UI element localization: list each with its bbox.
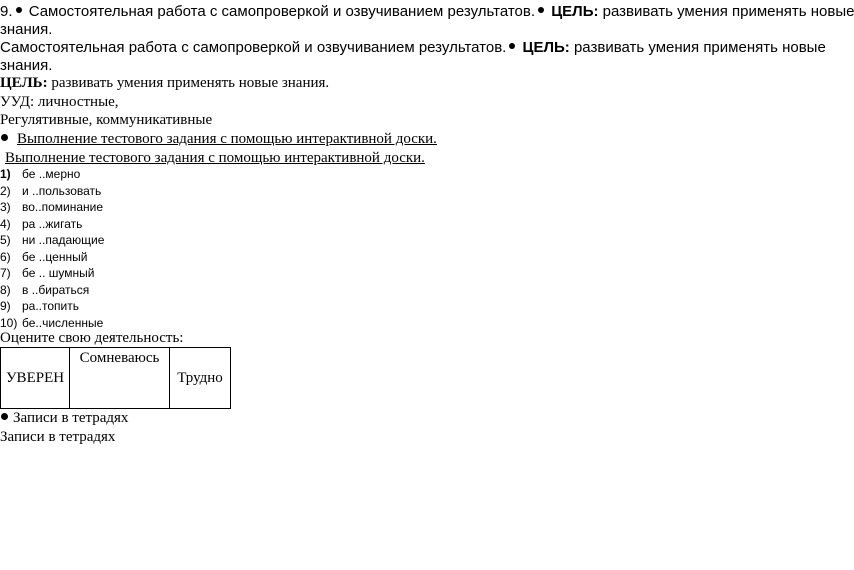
item-number: 3) — [0, 200, 11, 214]
item-number: 2) — [0, 183, 11, 198]
task-title: Самостоятельная работа с самопроверкой и озвучиванием результатов. — [28, 3, 536, 20]
item-number: 1) — [0, 167, 11, 181]
bullet-icon — [1, 413, 8, 420]
item-text: и ..пользовать — [22, 183, 102, 198]
test-heading-repeat-text: Выполнение тестового задания с помощью интерактивной доски. — [5, 150, 425, 166]
cell-difficult: Трудно — [170, 348, 231, 409]
repeat-line-1 — [0, 39, 826, 57]
header-line-1 — [0, 3, 854, 21]
item-number: 9) — [0, 299, 11, 313]
goal-text: развивать умения применять новые — [602, 3, 854, 20]
list-item — [0, 282, 104, 299]
repeat-task-title: Самостоятельная работа с самопроверкой и озвучиванием результатов. — [0, 39, 507, 56]
goal-block-label: ЦЕЛЬ: — [0, 75, 48, 91]
item-text: в ..бираться — [22, 282, 90, 297]
list-item — [0, 232, 104, 249]
test-heading — [0, 130, 437, 148]
notes-bullet-line — [0, 409, 128, 427]
repeat-goal-text: развивать умения применять новые — [573, 39, 826, 56]
evaluation-table — [0, 347, 231, 409]
notes-plain-line: Записи в тетрадях — [0, 429, 116, 445]
bullet-icon — [1, 134, 8, 141]
item-text: бе ..ценный — [22, 249, 88, 264]
test-heading-text: Выполнение тестового задания с помощью интерактивной доски. — [17, 131, 437, 147]
bullet-icon — [16, 7, 22, 13]
item-text: бе..численные — [22, 315, 104, 330]
table-row — [1, 348, 231, 409]
cell-doubt: Сомневаюсь — [70, 348, 170, 409]
list-item — [0, 199, 104, 216]
item-number: 8) — [0, 282, 11, 297]
task-number: 9. — [0, 3, 13, 20]
item-number: 5) — [0, 233, 11, 247]
item-text: ра ..жигать — [22, 216, 83, 231]
item-number: 6) — [0, 249, 11, 264]
exercise-list — [0, 166, 104, 331]
list-item — [0, 249, 104, 266]
item-text: ни ..падающие — [22, 233, 105, 247]
item-number: 4) — [0, 216, 11, 231]
item-text: во..поминание — [22, 200, 104, 214]
bullet-icon — [509, 43, 515, 49]
list-item — [0, 216, 104, 233]
goal-block — [0, 74, 329, 92]
list-item — [0, 166, 104, 183]
notes-bullet-text: Записи в тетрадях — [13, 410, 129, 426]
test-heading-repeat — [5, 149, 425, 167]
uud-line-2: Регулятивные, коммуникативные — [0, 112, 213, 128]
uud-line-1: УУД: личностные, — [0, 94, 119, 110]
header-goal-continuation: знания. — [0, 21, 53, 38]
item-number: 7) — [0, 266, 11, 280]
bullet-icon — [538, 7, 544, 13]
goal-block-text: развивать умения применять новые знания. — [51, 75, 330, 91]
goal-label: ЦЕЛЬ: — [551, 3, 599, 20]
item-text: бе ..мерно — [22, 167, 81, 181]
list-item — [0, 265, 104, 282]
evaluation-prompt: Оцените свою деятельность: — [0, 330, 184, 346]
item-text: ра..топить — [22, 299, 79, 313]
repeat-goal-label: ЦЕЛЬ: — [522, 39, 570, 56]
item-text: бе .. шумный — [22, 266, 95, 280]
list-item — [0, 183, 104, 200]
cell-confident: УВЕРЕН — [1, 348, 70, 409]
item-number: 10) — [0, 315, 18, 330]
repeat-goal-continuation: знания. — [0, 57, 53, 74]
list-item — [0, 298, 104, 315]
